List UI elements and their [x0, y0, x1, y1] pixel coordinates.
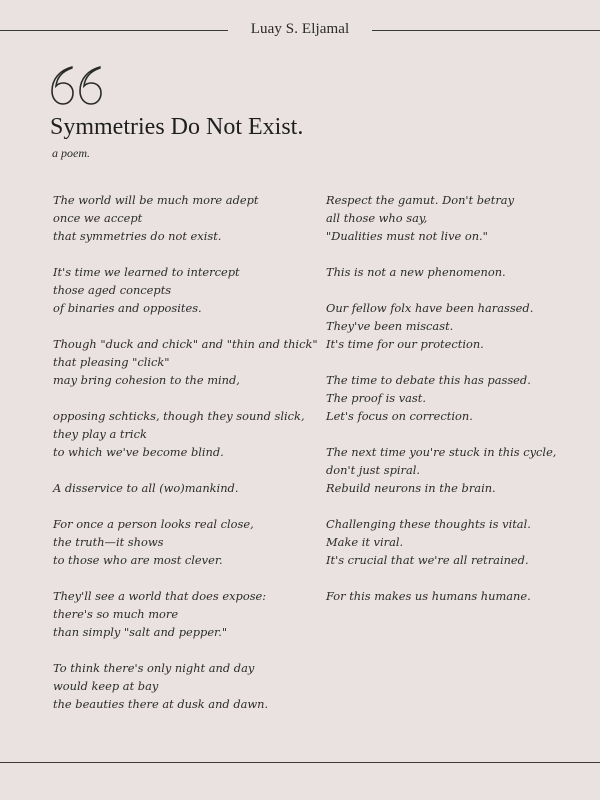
- poem-line: It's time we learned to intercept: [53, 265, 240, 279]
- poem-line: They'll see a world that does expose:: [53, 589, 267, 603]
- poem-line: the beauties there at dusk and dawn.: [53, 697, 269, 711]
- poem-line: It's crucial that we're all retrained.: [326, 553, 529, 567]
- poem-column-left: [53, 191, 318, 731]
- stanza: [53, 191, 311, 245]
- poem-line: to those who are most clever.: [53, 553, 223, 567]
- poem-line: opposing schticks, though they sound slick,: [53, 409, 305, 423]
- poem-line: For this makes us humans humane.: [326, 589, 531, 603]
- stanza: [53, 407, 311, 461]
- poem-subtitle: a poem.: [52, 146, 90, 160]
- stanza: [53, 335, 318, 389]
- poem-column-right: [326, 191, 584, 623]
- poem-line: of binaries and opposites.: [53, 301, 202, 315]
- stanza: [326, 443, 584, 497]
- poem-line: that pleasing "click": [53, 355, 170, 369]
- poem-line: all those who say,: [326, 211, 428, 225]
- poem-line: A disservice to all (wo)mankind.: [53, 481, 239, 495]
- poem-line: than simply "salt and pepper.": [53, 625, 228, 639]
- poem-title: Symmetries Do Not Exist.: [50, 114, 304, 140]
- poem-line: For once a person looks real close,: [53, 517, 254, 531]
- header-rule-left: [0, 30, 228, 31]
- stanza: [53, 659, 311, 713]
- poem-line: would keep at bay: [53, 679, 159, 693]
- poem-line: to which we've become blind.: [53, 445, 224, 459]
- poem-line: The world will be much more adept: [53, 193, 259, 207]
- header-rule-right: [372, 30, 600, 31]
- poem-line: the truth—it shows: [53, 535, 164, 549]
- poem-line: Make it viral.: [326, 535, 404, 549]
- poem-line: Rebuild neurons in the brain.: [326, 481, 496, 495]
- poem-line: Let's focus on correction.: [326, 409, 473, 423]
- poem-line: This is not a new phenomenon.: [326, 265, 506, 279]
- stanza: [53, 479, 311, 497]
- poem-line: they play a trick: [53, 427, 147, 441]
- author-name: Luay S. Eljamal: [250, 21, 350, 37]
- stanza: [53, 263, 311, 317]
- poem-line: may bring cohesion to the mind,: [53, 373, 240, 387]
- poem-line: Though "duck and chick" and "thin and thick": [53, 337, 318, 351]
- footer-rule: [0, 762, 600, 763]
- poem-line: Challenging these thoughts is vital.: [326, 517, 531, 531]
- poem-line: It's time for our protection.: [326, 337, 484, 351]
- poem-line: "Dualities must not live on.": [326, 229, 488, 243]
- poem-line: To think there's only night and day: [53, 661, 255, 675]
- poem-line: those aged concepts: [53, 283, 172, 297]
- poem-line: The time to debate this has passed.: [326, 373, 531, 387]
- stanza: [53, 515, 311, 569]
- stanza: [326, 263, 584, 281]
- poem-line: The proof is vast.: [326, 391, 426, 405]
- poem-line: Our fellow folx have been harassed.: [326, 301, 534, 315]
- poem-line: once we accept: [53, 211, 143, 225]
- poem-line: They've been miscast.: [326, 319, 454, 333]
- stanza: [326, 515, 584, 569]
- stanza: [326, 587, 584, 605]
- poem-line: that symmetries do not exist.: [53, 229, 222, 243]
- stanza: [326, 191, 584, 245]
- poem-line: The next time you're stuck in this cycle,: [326, 445, 557, 459]
- poem-line: Respect the gamut. Don't betray: [326, 193, 515, 207]
- stanza: [53, 587, 311, 641]
- poem-line: there's so much more: [53, 607, 179, 621]
- open-quote-icon: [50, 64, 104, 106]
- stanza: [326, 371, 584, 425]
- stanza: [326, 299, 584, 353]
- poem-line: don't just spiral.: [326, 463, 421, 477]
